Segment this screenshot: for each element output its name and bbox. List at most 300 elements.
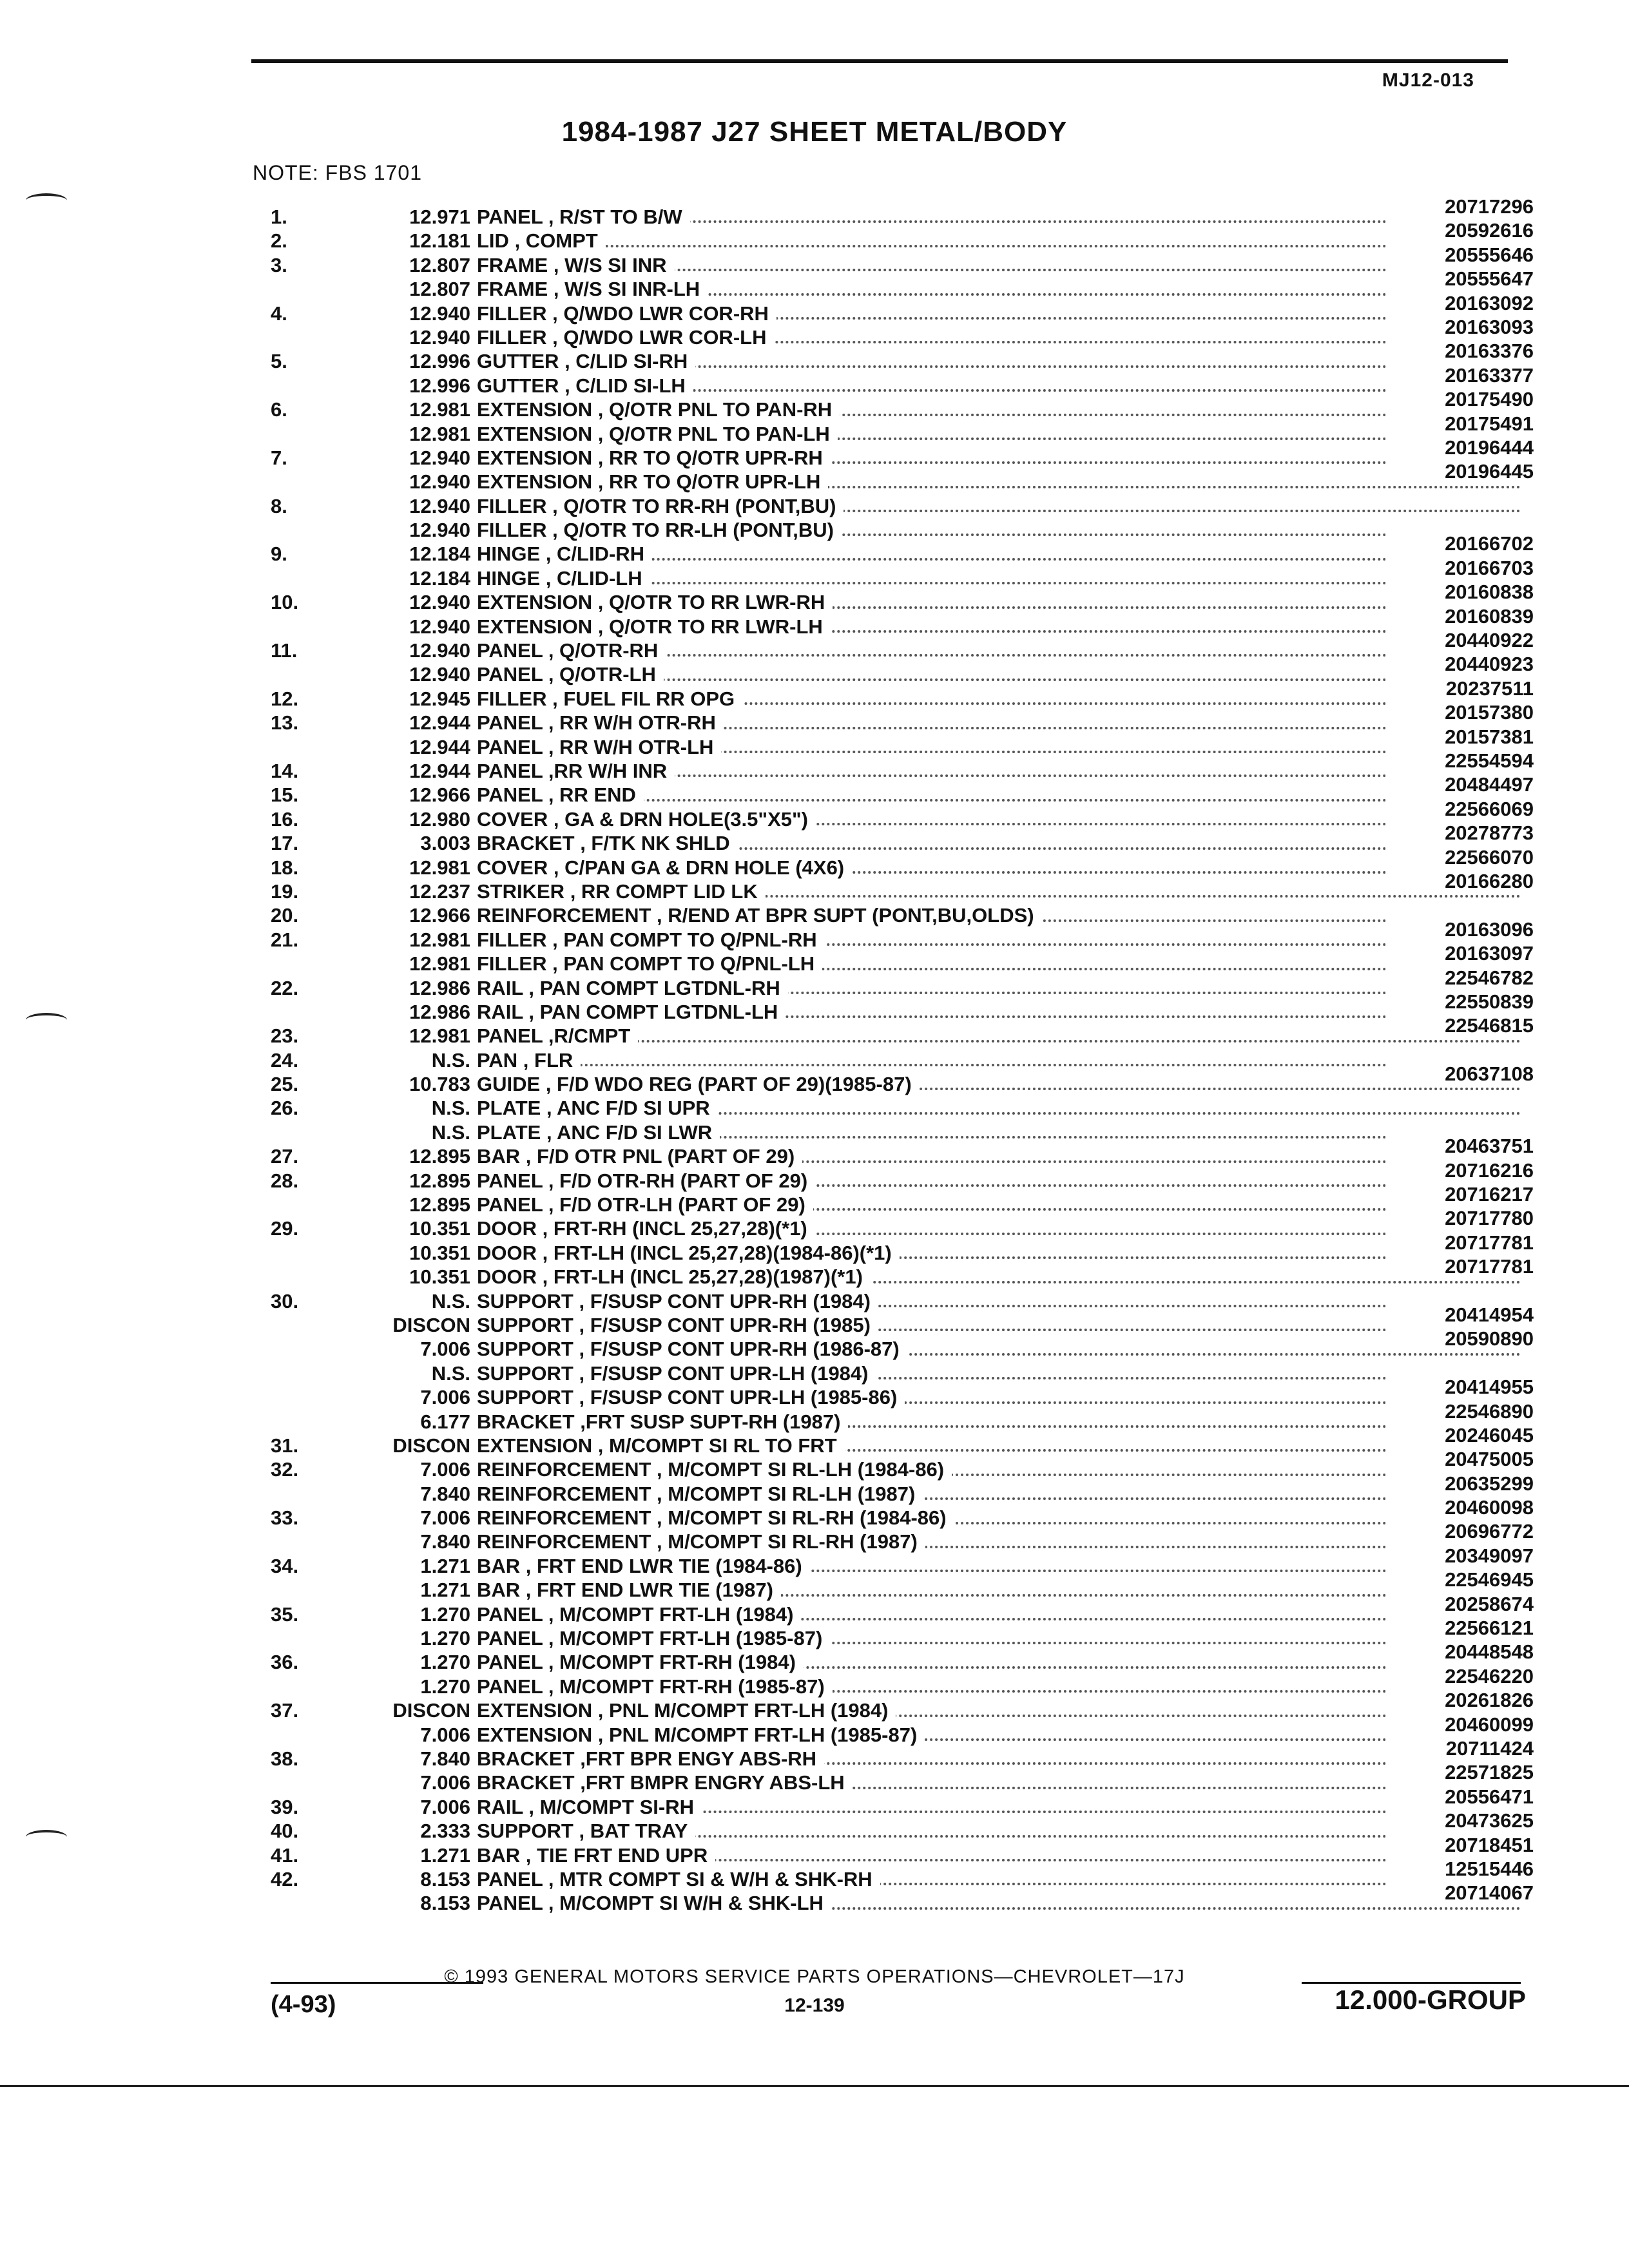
part-detail: , TIE FRT END UPR (525, 1843, 708, 1867)
part-description (477, 903, 1521, 927)
item-number: 26. (271, 1097, 299, 1120)
part-description (477, 711, 1521, 735)
part-row (271, 1327, 1534, 1361)
item-number: 6. (271, 398, 287, 421)
description-text (477, 470, 828, 493)
part-detail: , R/END AT BPR SUPT (PONT,BU,OLDS) (657, 904, 1034, 927)
illustration-code: 12.940 (409, 325, 470, 349)
part-description (477, 1289, 1521, 1313)
part-row (271, 436, 1534, 470)
illustration-code: 12.940 (409, 470, 470, 494)
part-name: PANEL (477, 735, 543, 758)
part-detail: , Q/WDO LWR COR-RH (552, 302, 769, 325)
part-detail: ,FRT BPR ENGY ABS-RH (580, 1747, 817, 1770)
part-row (271, 340, 1534, 373)
description-text (477, 1555, 810, 1577)
part-row (271, 1120, 1534, 1144)
item-number: 35. (271, 1602, 299, 1626)
part-description (477, 1410, 1521, 1434)
part-name: PANEL (477, 206, 543, 228)
part-name: PANEL (477, 759, 543, 782)
part-description (477, 542, 1521, 566)
part-description (477, 1843, 1521, 1867)
item-number: 19. (271, 879, 299, 903)
part-name: LID (477, 229, 509, 253)
part-description (477, 1626, 1521, 1650)
illustration-code: 12.944 (409, 759, 470, 782)
part-number: 20718451 (1385, 1833, 1534, 1857)
part-detail: , BAT TRAY (579, 1820, 688, 1843)
part-name: REINFORCEMENT (477, 1482, 651, 1505)
part-description (477, 302, 1521, 325)
part-detail: , M/COMPT SI RL-RH (1984-86) (657, 1506, 947, 1530)
part-number: 20157380 (1385, 700, 1534, 724)
part-number: 22546945 (1385, 1568, 1534, 1591)
illustration-code: 12.184 (409, 566, 470, 590)
illustration-code: 12.895 (409, 1145, 470, 1168)
part-name: RAIL (477, 1795, 523, 1818)
part-detail: ,FRT SUSP SUPT-RH (1987) (580, 1410, 841, 1433)
part-detail: , FLR (523, 1048, 574, 1072)
illustration-code: 10.351 (409, 1217, 470, 1240)
part-name: EXTENSION (477, 1434, 593, 1457)
part-row (271, 460, 1534, 494)
part-row (271, 1303, 1534, 1337)
illustration-code: 2.333 (420, 1820, 470, 1843)
part-number: 20175490 (1385, 387, 1534, 411)
illustration-code: 12.966 (409, 783, 470, 807)
illustration-code: 12.940 (409, 446, 470, 469)
part-description (477, 518, 1521, 542)
part-number: 20473625 (1385, 1809, 1534, 1832)
item-number: 36. (271, 1651, 299, 1674)
part-name: REINFORCEMENT (477, 1506, 651, 1530)
part-row (271, 629, 1534, 662)
item-number: 21. (271, 928, 299, 951)
part-name: DOOR (477, 1217, 537, 1240)
part-name: BRACKET (477, 832, 575, 855)
part-name: BAR (477, 1843, 521, 1867)
item-number: 33. (271, 1506, 299, 1530)
description-text (477, 1506, 954, 1529)
illustration-code: 12.966 (409, 904, 470, 927)
description-text (477, 736, 721, 758)
part-row (271, 1568, 1534, 1602)
part-description (477, 590, 1521, 614)
part-detail: , M/COMPT FRT-LH (1985-87) (548, 1627, 823, 1650)
part-detail: , Q/OTR TO RR LWR-LH (597, 615, 823, 638)
illustration-code: 12.184 (409, 543, 470, 566)
part-description (477, 879, 1521, 903)
page-title: 1984-1987 J27 SHEET METAL/BODY (561, 116, 1068, 148)
part-row (271, 1183, 1534, 1216)
part-detail: ,RR W/H INR (548, 759, 668, 782)
description-text (477, 1458, 952, 1481)
part-detail: ,FRT BMPR ENGRY ABS-LH (580, 1771, 845, 1794)
part-description (477, 807, 1521, 831)
illustration-code: 7.006 (420, 1506, 470, 1530)
item-number: 9. (271, 543, 287, 566)
part-number: 20635299 (1385, 1472, 1534, 1495)
part-name: PANEL (477, 711, 543, 735)
part-number: 22550839 (1385, 990, 1534, 1014)
illustration-code: 12.940 (409, 615, 470, 638)
description-text (477, 302, 776, 325)
part-detail: , C/PAN GA & DRN HOLE (4X6) (553, 856, 845, 879)
part-name: SUPPORT (477, 1820, 574, 1843)
part-description (477, 1819, 1521, 1843)
part-name: SUPPORT (477, 1289, 574, 1312)
part-name: EXTENSION (477, 398, 593, 421)
part-name: EXTENSION (477, 446, 593, 469)
part-detail: , FRT-LH (INCL 25,27,28)(1984-86)(*1) (542, 1241, 892, 1264)
part-row (271, 1448, 1534, 1481)
binder-hole-mark (26, 1830, 67, 1844)
description-text (477, 783, 644, 806)
part-description (477, 1675, 1521, 1698)
illustration-code: 10.351 (409, 1241, 470, 1264)
part-name: EXTENSION (477, 1723, 593, 1746)
illustration-code: 1.271 (420, 1843, 470, 1867)
description-text (477, 952, 822, 975)
part-row (271, 1713, 1534, 1747)
part-description (477, 253, 1521, 277)
illustration-code: 12.996 (409, 350, 470, 373)
item-number: 17. (271, 832, 299, 855)
part-name: PANEL (477, 663, 543, 686)
illustration-code: 12.940 (409, 639, 470, 662)
description-text (477, 567, 650, 590)
part-row (271, 1496, 1534, 1530)
description-text (477, 1603, 801, 1626)
part-row (271, 1361, 1534, 1385)
description-text (477, 1097, 718, 1119)
item-number: 31. (271, 1434, 299, 1457)
part-name: SUPPORT (477, 1386, 574, 1409)
part-name: SUPPORT (477, 1338, 574, 1361)
part-name: PANEL (477, 1675, 543, 1698)
part-detail: , Q/OTR PNL TO PAN-LH (597, 422, 830, 445)
item-number: 29. (271, 1217, 299, 1240)
item-number: 25. (271, 1073, 299, 1096)
part-name: GUTTER (477, 350, 559, 373)
illustration-code: 12.940 (409, 519, 470, 542)
part-name: REINFORCEMENT (477, 1458, 651, 1481)
illustration-code: 1.271 (420, 1579, 470, 1602)
part-detail: , F/D OTR PNL (PART OF 29) (525, 1145, 795, 1168)
part-description (477, 494, 1521, 518)
part-row (271, 1014, 1534, 1048)
part-detail: , RR TO Q/OTR UPR-LH (597, 470, 821, 494)
part-row (271, 195, 1534, 229)
binder-hole-mark (26, 1013, 67, 1027)
item-number: 5. (271, 350, 287, 373)
description-text (477, 1145, 802, 1168)
part-row (271, 1640, 1534, 1674)
part-number: 20163377 (1385, 363, 1534, 387)
illustration-code: 1.270 (420, 1602, 470, 1626)
part-detail: , F/TK NK SHLD (580, 832, 730, 855)
part-description (477, 374, 1521, 398)
description-text (477, 1530, 925, 1553)
part-description (477, 1169, 1521, 1193)
illustration-code: 7.840 (420, 1482, 470, 1505)
part-name: PANEL (477, 1602, 543, 1626)
part-name: PANEL (477, 1651, 543, 1674)
description-text (477, 350, 695, 372)
part-detail: , PAN COMPT LGTDNL-LH (528, 1000, 778, 1023)
part-description (477, 1361, 1521, 1385)
illustration-code: N.S. (431, 1289, 470, 1312)
part-row (271, 267, 1534, 301)
part-detail: , FRT-RH (INCL 25,27,28)(*1) (542, 1217, 807, 1240)
illustration-code: 12.981 (409, 856, 470, 879)
item-number: 2. (271, 229, 287, 253)
footer-date: (4-93) (271, 1991, 336, 2018)
part-description (477, 229, 1521, 253)
description-text (477, 1169, 815, 1192)
illustration-code: 8.153 (420, 1867, 470, 1890)
illustration-code: N.S. (431, 1120, 470, 1144)
part-detail: , M/COMPT SI-RH (528, 1795, 694, 1818)
description-text (477, 1434, 845, 1457)
description-text (477, 1265, 871, 1288)
note: NOTE: FBS 1701 (253, 161, 422, 184)
part-description (477, 1434, 1521, 1457)
part-row (271, 725, 1534, 759)
item-number: 23. (271, 1024, 299, 1048)
part-row (271, 1617, 1534, 1650)
part-number: 20555646 (1385, 243, 1534, 267)
illustration-code: 12.807 (409, 278, 470, 301)
part-number: 20716217 (1385, 1182, 1534, 1206)
part-number: 20261826 (1385, 1688, 1534, 1712)
part-detail: , M/COMPT SI W/H & SHK-LH (548, 1892, 824, 1915)
part-row (271, 363, 1534, 398)
part-description (477, 1385, 1521, 1409)
top-rule (251, 59, 1508, 63)
part-number: 22546890 (1385, 1399, 1534, 1423)
part-name: DOOR (477, 1265, 537, 1289)
part-row (271, 918, 1534, 952)
part-name: PANEL (477, 1024, 543, 1048)
description-text (477, 639, 666, 662)
part-row (271, 677, 1534, 711)
part-name: STRIKER (477, 879, 565, 903)
part-description (477, 1771, 1521, 1794)
description-text (477, 1362, 876, 1385)
description-text (477, 1049, 581, 1072)
part-number: 20163376 (1385, 339, 1534, 363)
part-number: 20196444 (1385, 436, 1534, 459)
part-name: BRACKET (477, 1410, 575, 1433)
part-number: 20717296 (1385, 195, 1534, 218)
part-detail: , Q/OTR-RH (548, 639, 659, 662)
part-row (271, 701, 1534, 735)
illustration-code: 12.895 (409, 1169, 470, 1192)
part-row (271, 1881, 1534, 1915)
part-description (477, 1747, 1521, 1771)
part-number: 20716216 (1385, 1158, 1534, 1182)
part-detail: , PAN COMPT TO Q/PNL-RH (552, 928, 817, 951)
part-number: 20460098 (1385, 1495, 1534, 1519)
part-detail: , M/COMPT SI RL TO FRT (597, 1434, 837, 1457)
part-row (271, 990, 1534, 1024)
part-number: 22546782 (1385, 966, 1534, 990)
part-name: COVER (477, 856, 548, 879)
part-detail: , C/LID-RH (545, 543, 645, 566)
part-detail: , RR TO Q/OTR UPR-RH (597, 446, 823, 469)
part-description (477, 1723, 1521, 1747)
part-name: FILLER (477, 302, 547, 325)
description-text (477, 711, 724, 734)
illustration-code: 7.006 (420, 1458, 470, 1481)
part-name: BAR (477, 1554, 521, 1577)
description-text (477, 687, 742, 710)
part-number: 20160839 (1385, 604, 1534, 628)
part-detail: , F/SUSP CONT UPR-LH (1984) (579, 1361, 869, 1385)
part-name: EXTENSION (477, 591, 593, 614)
part-detail: , C/LID SI-RH (564, 350, 688, 373)
part-number: 20278773 (1385, 821, 1534, 845)
illustration-code: 8.153 (420, 1892, 470, 1915)
illustration-code: 12.945 (409, 687, 470, 710)
part-description (477, 1554, 1521, 1578)
part-description (477, 205, 1521, 229)
part-row (271, 219, 1534, 253)
part-name: FILLER (477, 687, 547, 710)
part-detail: , FRT END LWR TIE (1987) (525, 1579, 773, 1602)
part-description (477, 615, 1521, 639)
part-name: EXTENSION (477, 470, 593, 494)
part-row (271, 773, 1534, 807)
description-text (477, 206, 690, 228)
part-detail: , F/D OTR-RH (PART OF 29) (548, 1169, 808, 1192)
part-number: 20440923 (1385, 652, 1534, 676)
bottom-rule (0, 2085, 1629, 2087)
part-detail: , ANC F/D SI UPR (546, 1097, 710, 1120)
part-description (477, 422, 1521, 446)
part-name: FRAME (477, 253, 548, 276)
part-description (477, 1482, 1521, 1506)
part-description (477, 1578, 1521, 1602)
part-row (271, 1135, 1534, 1168)
description-text (477, 1844, 715, 1867)
part-name: FRAME (477, 278, 548, 301)
part-name: COVER (477, 807, 548, 831)
description-text (477, 1121, 720, 1144)
part-description (477, 1867, 1521, 1891)
part-detail: , RR W/H OTR-LH (548, 735, 714, 758)
group-label: 12.000-GROUP (1335, 1984, 1526, 2015)
parts-list (271, 195, 1534, 1916)
part-detail: , Q/OTR-LH (548, 663, 656, 686)
part-number: 22546815 (1385, 1014, 1534, 1037)
part-row (271, 1689, 1534, 1722)
illustration-code: 12.971 (409, 206, 470, 228)
description-text (477, 1724, 925, 1746)
description-text (477, 254, 675, 276)
part-number: 20592616 (1385, 218, 1534, 242)
part-number: 20440922 (1385, 628, 1534, 652)
part-row (271, 966, 1534, 1000)
item-number: 20. (271, 904, 299, 927)
part-detail: , F/D WDO REG (PART OF 29)(1985-87) (545, 1073, 912, 1096)
illustration-code: 7.006 (420, 1795, 470, 1818)
description-text (477, 904, 1042, 927)
part-row (271, 1048, 1534, 1072)
part-description (477, 1457, 1521, 1481)
description-text (477, 423, 838, 445)
part-name: DOOR (477, 1241, 537, 1264)
description-text (477, 1771, 853, 1794)
part-description (477, 349, 1521, 373)
description-text (477, 1868, 880, 1890)
part-detail: , ANC F/D SI LWR (546, 1120, 713, 1144)
part-row (271, 797, 1534, 831)
item-number: 39. (271, 1795, 299, 1818)
part-detail: , M/COMPT SI RL-LH (1987) (657, 1482, 916, 1505)
item-number: 34. (271, 1554, 299, 1577)
part-name: BAR (477, 1579, 521, 1602)
part-description (477, 1072, 1521, 1096)
part-number: 20448548 (1385, 1640, 1534, 1664)
part-number: 20246045 (1385, 1423, 1534, 1447)
part-detail: , M/COMPT SI RL-LH (1984-86) (657, 1458, 945, 1481)
description-text (477, 1747, 824, 1770)
illustration-code: 12.980 (409, 807, 470, 831)
part-detail: , M/COMPT FRT-LH (1984) (548, 1602, 794, 1626)
illustration-code: DISCON (392, 1434, 470, 1457)
illustration-code: 12.940 (409, 494, 470, 517)
item-number: 41. (271, 1843, 299, 1867)
part-number: 20555647 (1385, 267, 1534, 291)
illustration-code: 12.986 (409, 976, 470, 999)
illustration-code: 12.944 (409, 735, 470, 758)
part-description (477, 687, 1521, 711)
part-detail: , Q/OTR TO RR LWR-RH (597, 591, 825, 614)
part-number: 20258674 (1385, 1592, 1534, 1616)
part-number: 20175491 (1385, 412, 1534, 436)
part-detail: , M/COMPT FRT-RH (1985-87) (548, 1675, 825, 1698)
part-number: 20463751 (1385, 1134, 1534, 1158)
part-number: 20717781 (1385, 1254, 1534, 1278)
part-detail: , FRT-LH (INCL 25,27,28)(1987)(*1) (542, 1265, 863, 1289)
part-number: 20696772 (1385, 1519, 1534, 1543)
part-number: 22566070 (1385, 845, 1534, 869)
part-description (477, 1795, 1521, 1819)
part-description (477, 566, 1521, 590)
part-description (477, 783, 1521, 807)
illustration-code: 7.840 (420, 1747, 470, 1770)
illustration-code: 7.006 (420, 1771, 470, 1794)
illustration-code: 7.006 (420, 1386, 470, 1409)
part-row (271, 1472, 1534, 1506)
part-number: 22571825 (1385, 1760, 1534, 1784)
description-text (477, 1024, 638, 1047)
part-row (271, 388, 1534, 421)
part-name: BAR (477, 1145, 521, 1168)
part-row (271, 1592, 1534, 1626)
part-name: PANEL (477, 1627, 543, 1650)
part-name: RAIL (477, 1000, 523, 1023)
description-text (477, 928, 825, 951)
part-detail: , M/COMPT FRT-RH (1984) (548, 1651, 796, 1674)
item-number: 32. (271, 1458, 299, 1481)
part-description (477, 1000, 1521, 1024)
part-name: HINGE (477, 543, 541, 566)
part-description (477, 1265, 1521, 1289)
